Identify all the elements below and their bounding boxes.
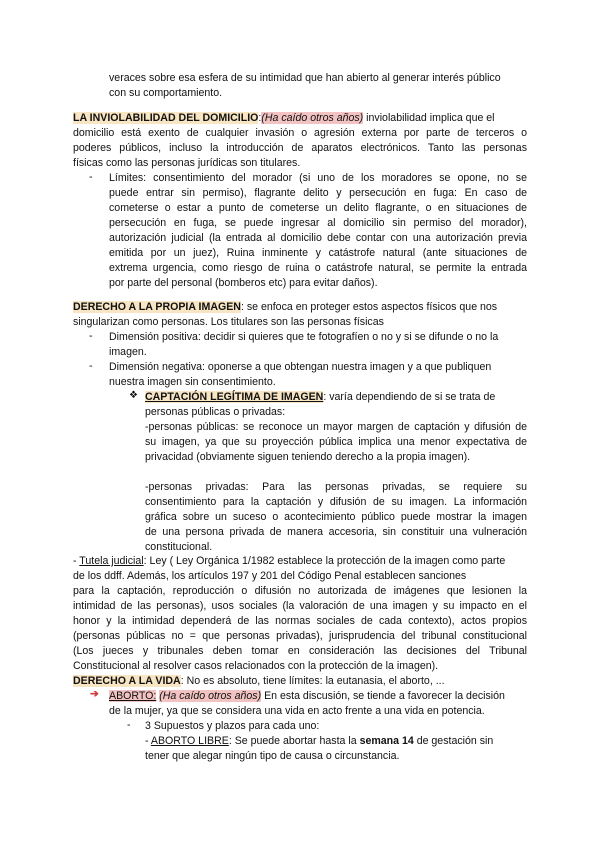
diamond-bullet-icon: ❖ <box>129 390 138 401</box>
supuestos-line: 3 Supuestos y plazos para cada uno: <box>145 720 320 732</box>
vida-heading: DERECHO A LA VIDA <box>73 675 181 687</box>
arrow-right-icon: ➔ <box>90 688 99 700</box>
aborto-libre-line-2: tener que alegar ningún tipo de causa o circunstancia. <box>145 750 400 762</box>
tutela-line: honor y la intimidad dependerá de las normas sociales de cada contexto), actos propios <box>73 615 527 627</box>
limits-line: cometerse o estar a punto de cometerse un delito flagrante, o en situaciones de <box>109 202 527 214</box>
limits-line: extrema urgencia, como riesgo de ruina o catástrofe natural, se permite la entrada <box>109 262 527 274</box>
domicilio-heading: LA INVIOLABILIDAD DEL DOMICILIO <box>73 112 259 124</box>
domicilio-tag: (Ha caído otros años) <box>261 112 364 124</box>
bullet-dash: - <box>127 719 131 731</box>
limits-line: puede entrar sin permiso), flagrante delito y persecución en fuga: En caso de <box>109 187 527 199</box>
intro-line-2: con su comportamiento. <box>109 87 223 99</box>
tutela-line: intimidad de las personas), usos sociales (la valoración de una imagen y su impacto en el <box>73 600 527 612</box>
semana-14: semana 14 <box>359 735 414 747</box>
domicilio-line-2: domicilio está exento de cualquier invasión o agresión externa por parte de terceros o <box>73 127 527 139</box>
aborto-libre-label: ABORTO LIBRE <box>150 735 229 747</box>
privadas-line: gráfica sobre un suceso o acontecimiento público puede mostrar la imagen <box>145 511 527 523</box>
aborto-libre-line: - ABORTO LIBRE: Se puede abortar hasta la semana 14 de gestación sin <box>145 735 494 747</box>
captacion-line: personas públicas o privadas: <box>145 406 286 418</box>
privadas-line: consentimiento para la captación y difusión de su imagen. La información <box>145 496 527 508</box>
bullet-dash: - <box>89 330 93 342</box>
intro-line-1: veraces sobre esa esfera de su intimidad que han abierto al generar interés público <box>109 72 501 84</box>
domicilio-line-3: poderes públicos, incluso la introducción de aparatos electrónicos. Tanto las personas <box>73 142 527 154</box>
limits-line: emitida por un juez), Ruina inminente y catástrofe natural (ante situaciones de <box>109 247 527 259</box>
aborto-tag: (Ha caído otros años) <box>159 690 262 702</box>
tutela-line: Constitucional al resolver casos relacionados con la protección de la imagen). <box>73 660 439 672</box>
dimension-negativa-cont: nuestra imagen sin consentimiento. <box>109 376 276 388</box>
captacion-heading: CAPTACIÓN LEGÍTIMA DE IMAGEN <box>145 391 324 403</box>
limits-line: autorización judicial (la entrada al domicilio debe contar con una autorización previa <box>109 232 527 244</box>
bullet-dash: - <box>89 171 93 183</box>
aborto-line-2: de la mujer, ya que se considera una vida en acto frente a una vida en potencia. <box>109 705 485 717</box>
tutela-line: para la captación, reproducción o difusión no autorizada de imágenes que lesionen la <box>73 585 527 597</box>
privadas-line: -personas privadas: Para las personas privadas, se requiere su <box>145 481 527 493</box>
privadas-line: constitucional. <box>145 541 213 553</box>
imagen-line-2: singularizan como personas. Los titulares son las personas físicas <box>73 316 384 328</box>
domicilio-line-4: físicas como las personas jurídicas son titulares. <box>73 157 301 169</box>
vida-heading-line: DERECHO A LA VIDA: No es absoluto, tiene límites: la eutanasia, el aborto, ... <box>73 675 445 687</box>
aborto-line-1: ABORTO: (Ha caído otros años) En esta discusión, se tiende a favorecer la decisión <box>109 690 505 702</box>
imagen-heading-line: DERECHO A LA PROPIA IMAGEN: se enfoca en proteger estos aspectos físicos que nos <box>73 301 498 313</box>
limits-line: Límites: consentimiento del morador (si uno de los moradores se opone, no se <box>109 172 527 184</box>
tutela-heading-line: - Tutela judicial: Ley ( Ley Orgánica 1/1982 establece la protección de la imagen como parte <box>73 555 506 567</box>
limits-line: por parte del personal (bomberos etc) para evitar daños). <box>109 277 378 289</box>
dimension-negativa: Dimensión negativa: oponerse a que obtengan nuestra imagen y a que publiquen <box>109 361 492 373</box>
bullet-dash: - <box>89 360 93 372</box>
tutela-line: (Los jueces y tribunales deben tomar en consideración las decisiones del Tribunal <box>73 645 527 657</box>
captacion-line: su imagen, ya que su proyección pública implica una menor expectativa de <box>145 436 527 448</box>
privadas-line: de una persona privada de manera accesoria, sin constituir una vulneración <box>145 526 527 538</box>
tutela-label: Tutela judicial <box>79 555 144 567</box>
imagen-heading: DERECHO A LA PROPIA IMAGEN <box>73 301 241 313</box>
limits-line: persecución en fuga, se puede ingresar al domicilio sin permiso del morador), <box>109 217 527 229</box>
captacion-line: -personas públicas: se reconoce un mayor margen de captación y difusión de <box>145 421 527 433</box>
captacion-heading-line: CAPTACIÓN LEGÍTIMA DE IMAGEN: varía dependiendo de si se trata de <box>145 391 496 403</box>
aborto-label: ABORTO: <box>109 690 157 702</box>
dimension-positiva: Dimensión positiva: decidir si quieres que te fotografíen o no y si se difunde o no la <box>109 331 499 343</box>
domicilio-heading-line: LA INVIOLABILIDAD DEL DOMICILIO:(Ha caído otros años) inviolabilidad implica que el <box>73 112 495 124</box>
dimension-positiva-cont: imagen. <box>109 346 147 358</box>
tutela-line: (personas públicas no = que personas privadas), jurisprudencia del tribunal constitucional <box>73 630 527 642</box>
captacion-line: privacidad (obviamente siguen teniendo derecho a la propia imagen). <box>145 451 471 463</box>
tutela-line: de los ddff. Además, los artículos 197 y 201 del Código Penal establecen sanciones <box>73 570 467 582</box>
